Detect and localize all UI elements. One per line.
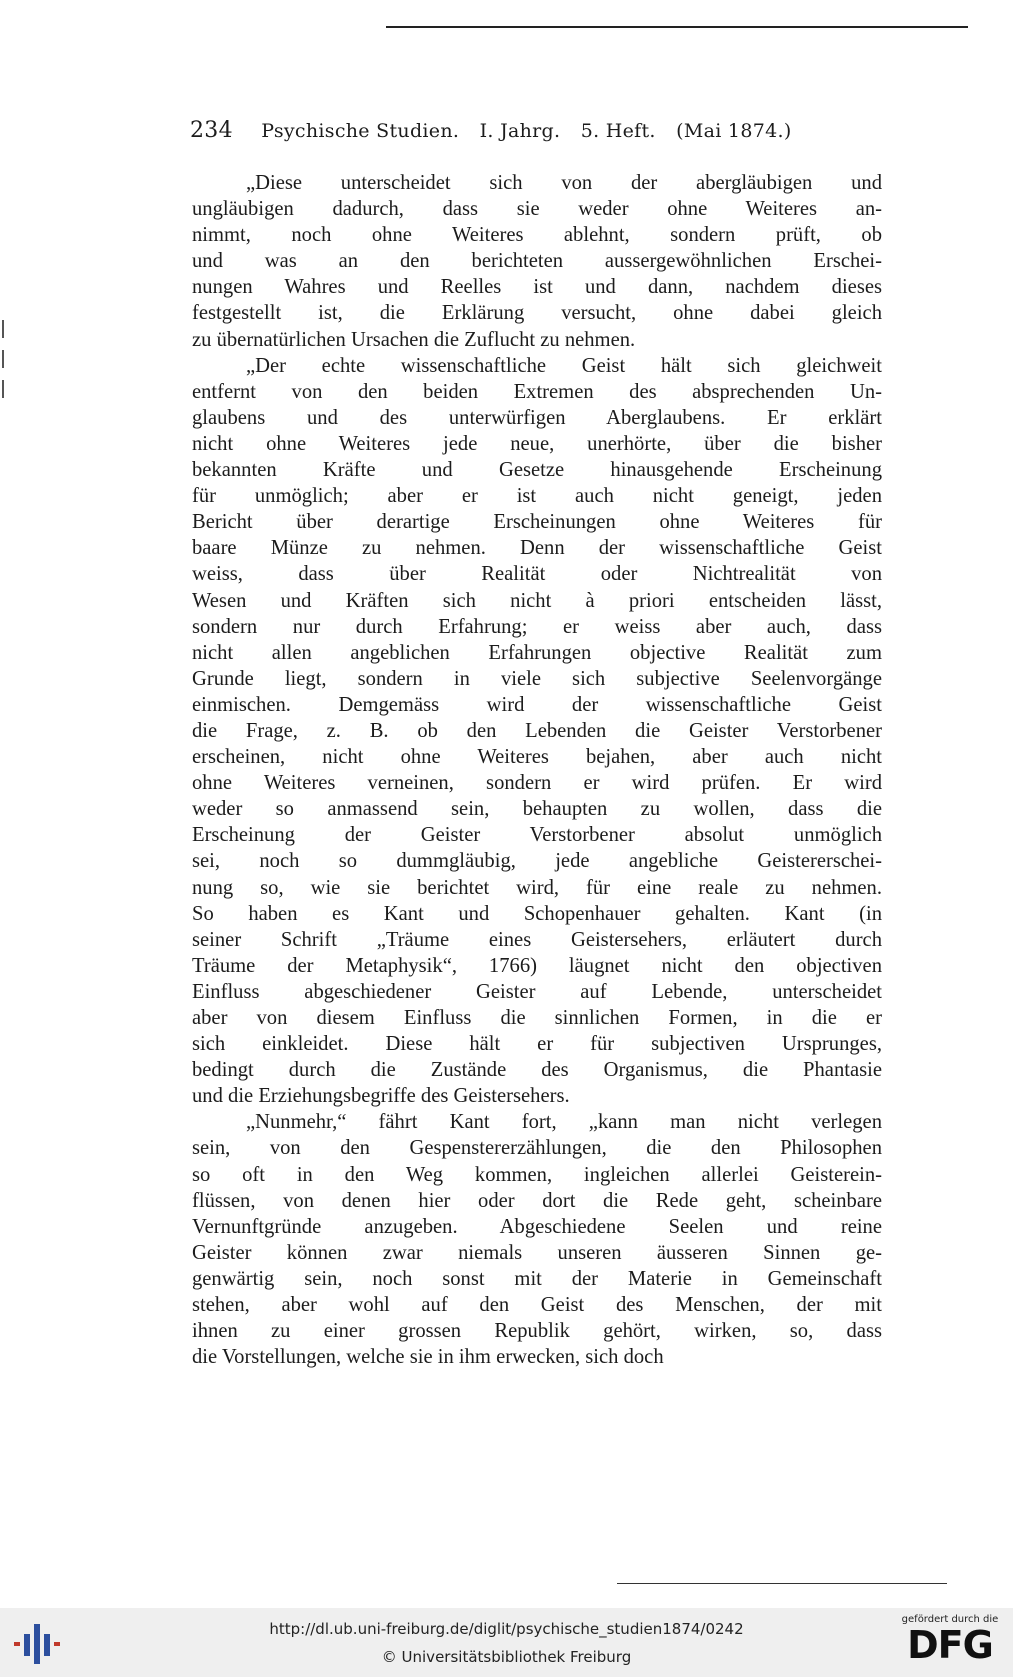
text-line: sei, noch so dummgläubig, jede angebliche Geistererschei- bbox=[192, 850, 882, 873]
text-line: sondern nur durch Erfahrung; er weiss aber auch, dass bbox=[192, 615, 882, 638]
text-line: genwärtig sein, noch sonst mit der Materie in Gemeinschaft bbox=[192, 1267, 882, 1290]
text-line: so oft in den Weg kommen, ingleichen allerlei Geisterein- bbox=[192, 1163, 882, 1186]
body-text bbox=[192, 170, 882, 1370]
bottom-rule bbox=[617, 1583, 947, 1584]
text-line: „Der echte wissenschaftliche Geist hält sich gleichweit bbox=[246, 354, 882, 377]
text-line: festgestellt ist, die Erklärung versucht, ohne dabei gleich bbox=[192, 302, 882, 325]
text-line: So haben es Kant und Schopenhauer gehalten. Kant (in bbox=[192, 902, 882, 925]
running-header bbox=[190, 118, 810, 143]
text-line: Bericht über derartige Erscheinungen ohne Weiteres für bbox=[192, 511, 882, 534]
text-line: „Nunmehr,“ fährt Kant fort, „kann man nicht verlegen bbox=[246, 1111, 882, 1134]
footer-bar bbox=[0, 1608, 1013, 1677]
text-line: sein, von den Gespenstererzählungen, die den Philosophen bbox=[192, 1137, 882, 1160]
text-line: nimmt, noch ohne Weiteres ablehnt, sondern prüft, ob bbox=[192, 224, 882, 247]
text-line: zu übernatürlichen Ursachen die Zuflucht zu nehmen. bbox=[192, 328, 636, 351]
text-line: Einfluss abgeschiedener Geister auf Lebende, unterscheidet bbox=[192, 980, 882, 1003]
margin-marks bbox=[0, 320, 6, 410]
text-line: Erscheinung der Geister Verstorbener absolut unmöglich bbox=[192, 824, 882, 847]
text-line: ungläubigen dadurch, dass sie weder ohne Weiteres an- bbox=[192, 198, 882, 221]
dfg-wordmark: DFG bbox=[907, 1623, 993, 1667]
text-line: Geister können zwar niemals unseren äusseren Sinnen ge- bbox=[192, 1241, 882, 1264]
copyright: © Universitätsbibliothek Freiburg bbox=[381, 1648, 632, 1666]
text-line: seiner Schrift „Träume eines Geistersehers, erläutert durch bbox=[192, 928, 882, 951]
text-line: sich einkleidet. Diese hält er für subjectiven Ursprunges, bbox=[192, 1033, 882, 1056]
text-line: Träume der Metaphysik“, 1766) läugnet nicht den objectiven bbox=[192, 954, 882, 977]
text-line: aber von diesem Einfluss die sinnlichen Formen, in die er bbox=[192, 1007, 882, 1029]
text-line: weder so anmassend sein, behaupten zu wollen, dass die bbox=[192, 798, 882, 821]
text-line: nung so, wie sie berichtet wird, für eine reale zu nehmen. bbox=[192, 876, 882, 899]
text-line: für unmöglich; aber er ist auch nicht geneigt, jeden bbox=[192, 485, 882, 508]
source-url[interactable]: http://dl.ub.uni-freiburg.de/diglit/psychische_studien1874/0242 bbox=[269, 1620, 744, 1638]
text-line: nungen Wahres und Reelles ist und dann, nachdem dieses bbox=[192, 276, 882, 299]
text-line: entfernt von den beiden Extremen des absprechenden Un- bbox=[192, 380, 882, 403]
text-line: ohne Weiteres verneinen, sondern er wird prüfen. Er wird bbox=[192, 772, 882, 795]
journal-title: Psychische Studien. bbox=[261, 120, 460, 142]
top-rule bbox=[386, 26, 968, 28]
text-line: erscheinen, nicht ohne Weiteres bejahen, aber auch nicht bbox=[192, 746, 882, 769]
text-line: Wesen und Kräften sich nicht à priori entscheiden lässt, bbox=[192, 589, 882, 612]
volume: I. Jahrg. bbox=[479, 120, 561, 142]
text-line: ihnen zu einer grossen Republik gehört, wirken, so, dass bbox=[192, 1320, 882, 1343]
dfg-caption: gefördert durch die bbox=[901, 1614, 999, 1625]
text-line: nicht allen angeblichen Erfahrungen objective Realität zum bbox=[192, 641, 882, 664]
text-line: baare Münze zu nehmen. Denn der wissenschaftliche Geist bbox=[192, 537, 882, 560]
text-line: die Vorstellungen, welche sie in ihm erwecken, sich doch bbox=[192, 1346, 664, 1369]
text-line: Grunde liegt, sondern in viele sich subjective Seelenvorgänge bbox=[192, 667, 882, 690]
text-line: bedingt durch die Zustände des Organismus, die Phantasie bbox=[192, 1059, 882, 1082]
text-line: flüssen, von denen hier oder dort die Rede geht, scheinbare bbox=[192, 1189, 882, 1212]
text-line: und die Erziehungsbegriffe des Geistersehers. bbox=[192, 1085, 570, 1108]
dfg-logo bbox=[895, 1614, 1005, 1672]
issue: 5. Heft. bbox=[580, 120, 656, 142]
page-number: 234 bbox=[190, 118, 233, 143]
text-line: und was an den berichteten aussergewöhnlichen Erschei- bbox=[192, 250, 882, 273]
text-line: weiss, dass über Realität oder Nichtrealität von bbox=[192, 563, 882, 586]
text-line: stehen, aber wohl auf den Geist des Menschen, der mit bbox=[192, 1294, 882, 1317]
text-line: die Frage, z. B. ob den Lebenden die Geister Verstorbener bbox=[192, 719, 882, 742]
text-line: einmischen. Demgemäss wird der wissenschaftliche Geist bbox=[192, 693, 882, 716]
text-line: bekannten Kräfte und Gesetze hinausgehende Erscheinung bbox=[192, 459, 882, 482]
issue-date: (Mai 1874.) bbox=[676, 120, 792, 142]
text-line: Vernunftgründe anzugeben. Abgeschiedene Seelen und reine bbox=[192, 1215, 882, 1238]
text-line: glaubens und des unterwürfigen Aberglaubens. Er erklärt bbox=[192, 406, 882, 429]
text-line: nicht ohne Weiteres jede neue, unerhörte, über die bisher bbox=[192, 432, 882, 455]
text-line: „Diese unterscheidet sich von der abergläubigen und bbox=[246, 172, 882, 194]
